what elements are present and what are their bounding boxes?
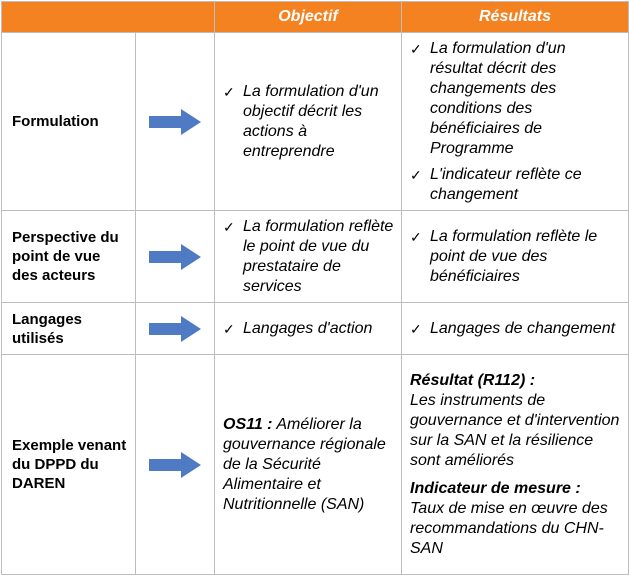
resultats-cell (402, 211, 629, 303)
resultats-cell (402, 355, 629, 575)
comparison-table (1, 1, 629, 575)
indicateur-text: Taux de mise en œuvre des recommandations du CHN-SAN (410, 499, 608, 557)
objectif-text: La formulation d'un objectif décrit les actions à entreprendre (243, 82, 379, 160)
resultat-title: Résultat (R112) : (410, 371, 536, 389)
header-resultats: Résultats (402, 2, 629, 33)
row-label: Exemple venant du DPPD du DAREN (2, 355, 136, 575)
objectif-cell (215, 211, 402, 303)
resultat-text: Langages de changement (430, 319, 616, 337)
header-objectif: Objectif (215, 2, 402, 33)
right-arrow-icon (147, 451, 203, 479)
row-perspective (2, 211, 629, 303)
row-label: Langages utilisés (2, 303, 136, 355)
row-langages (2, 303, 629, 355)
resultat-text: La formulation d'un résultat décrit des changements des conditions des bénéficiaires de Programme (430, 39, 566, 157)
right-arrow-icon (147, 315, 203, 343)
objectif-text: La formulation reflète le point de vue du prestataire de services (243, 217, 394, 295)
row-label: Formulation (2, 33, 136, 211)
objectif-text: Langages d'action (243, 319, 373, 337)
checkmark-icon: ✓ (410, 228, 422, 245)
arrow-cell (136, 211, 215, 303)
header-corner (2, 2, 215, 33)
arrow-cell (136, 33, 215, 211)
objectif-code: OS11 : (223, 415, 273, 433)
row-exemple (2, 355, 629, 575)
checkmark-icon: ✓ (223, 218, 235, 235)
resultats-cell (402, 303, 629, 355)
arrow-cell (136, 355, 215, 575)
checkmark-icon: ✓ (410, 40, 422, 57)
resultat-text: L'indicateur reflète ce changement (430, 165, 582, 203)
indicateur-title: Indicateur de mesure : (410, 479, 581, 497)
checkmark-icon: ✓ (410, 320, 422, 337)
arrow-cell (136, 303, 215, 355)
objectif-cell (215, 303, 402, 355)
objectif-text: Améliorer la gouvernance régionale de la Sécurité Alimentaire et Nutritionnelle (SAN) (223, 415, 386, 513)
checkmark-icon: ✓ (410, 166, 422, 183)
checkmark-icon: ✓ (223, 320, 235, 337)
objectif-cell (215, 355, 402, 575)
resultats-cell (402, 33, 629, 211)
right-arrow-icon (147, 243, 203, 271)
checkmark-icon: ✓ (223, 83, 235, 100)
row-label: Perspective du point de vue des acteurs (2, 211, 136, 303)
right-arrow-icon (147, 108, 203, 136)
header-row (2, 2, 629, 33)
row-formulation (2, 33, 629, 211)
objectif-cell (215, 33, 402, 211)
resultat-text: La formulation reflète le point de vue des bénéficiaires (430, 227, 598, 285)
resultat-text: Les instruments de gouvernance et d'intervention sur la SAN et la résilience sont améliorés (410, 391, 620, 469)
